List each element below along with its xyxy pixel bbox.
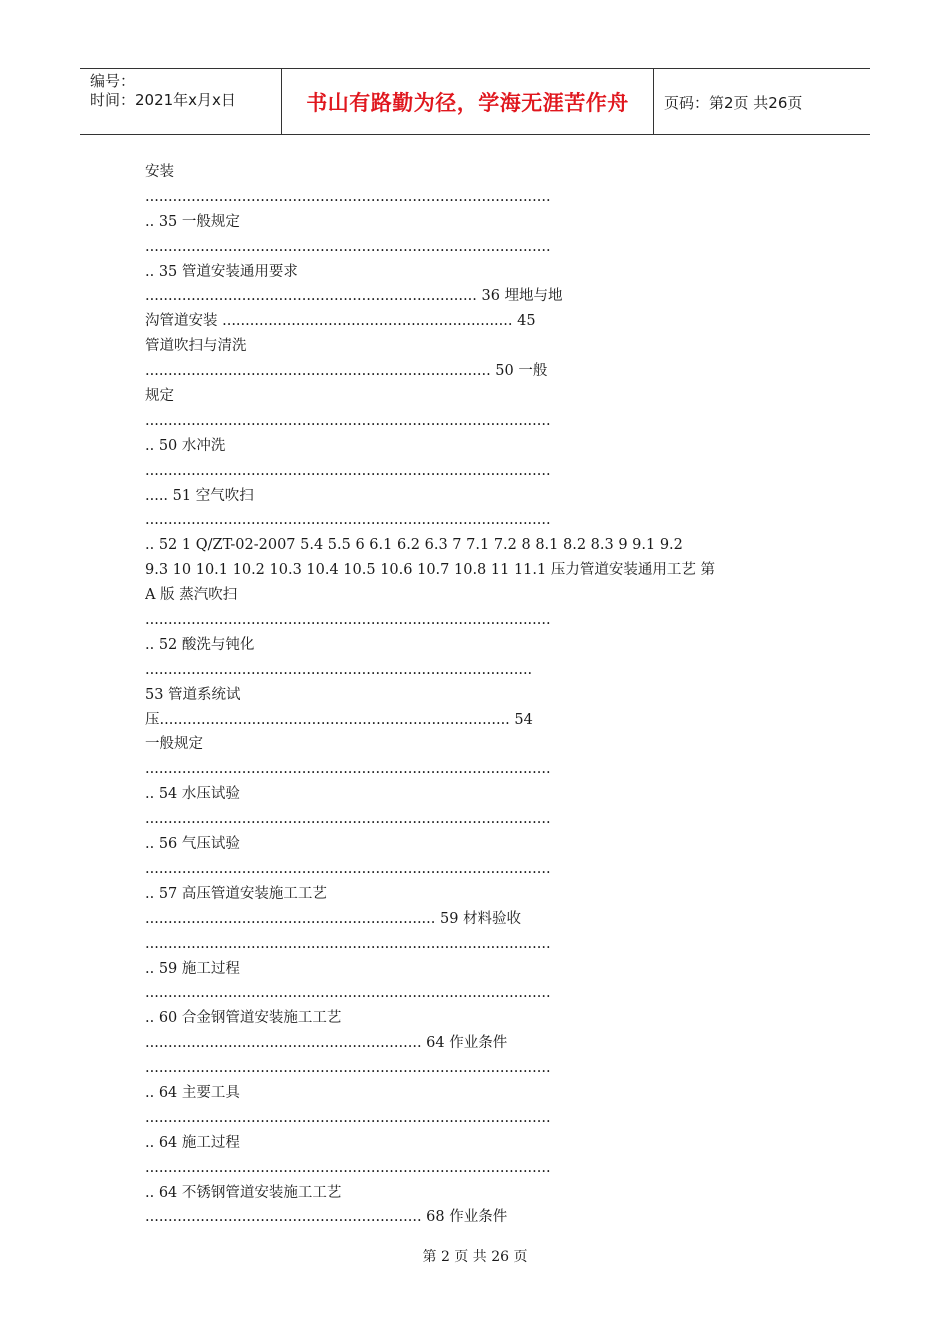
toc-line: .. 60 合金钢管道安装施工工艺 [145,1010,342,1027]
header-motto: 书山有路勤为径，学海无涯苦作舟 [306,91,629,115]
header-meta-cell [80,69,281,135]
toc-line: ........................................................................... 50 一般 [145,363,548,380]
toc-line: .. 64 主要工具 [145,1084,240,1101]
toc-line: 9.3 10 10.1 10.2 10.3 10.4 10.5 10.6 10.7 10.8 11 11.1 压力管道安装通用工艺 第 [145,562,715,579]
header-page-cell [654,69,870,135]
toc-line: .. 50 水冲洗 [145,437,226,454]
header-page-info: 页码：第2页 共26页 [664,93,803,112]
toc-line: .................................................................................... [145,661,533,678]
toc-line: ............................................................ 68 作业条件 [145,1209,508,1226]
toc-line: ........................................................................................ [145,985,551,1002]
toc-line: 管道吹扫与清洗 [145,338,247,355]
toc-line: ........................................................................................ [145,860,551,877]
toc-line: ........................................................................................ [145,188,551,205]
toc-line: 安装 [145,164,174,180]
toc-line: 一般规定 [145,736,203,753]
document-time-label: 时间：2021年x月x日 [90,91,236,109]
toc-line: .. 35 管道安装通用要求 [145,263,298,280]
toc-line: 沟管道安装 ............................................................... 45 [145,313,536,330]
document-number-label: 编号： [90,72,136,90]
toc-line: 压............................................................................ 54 [145,711,533,728]
toc-line: ........................................................................................ [145,1109,551,1126]
toc-line: ........................................................................................ [145,761,551,778]
toc-line: 规定 [145,388,174,405]
toc-line: 53 管道系统试 [145,686,241,703]
table-of-contents [145,160,810,1230]
toc-line: .. 35 一般规定 [145,213,240,230]
toc-line: ............................................................ 64 作业条件 [145,1035,508,1052]
page-header [80,68,870,135]
toc-line: .. 52 酸洗与钝化 [145,636,255,653]
toc-line: ........................................................................................ [145,1159,551,1176]
toc-line: ........................................................................................ [145,935,551,952]
toc-line: .. 64 不锈钢管道安装施工工艺 [145,1184,342,1201]
toc-line: .. 54 水压试验 [145,786,240,803]
toc-line: ........................................................................................ [145,238,551,255]
toc-line: ........................................................................................ [145,412,551,429]
toc-line: .. 59 施工过程 [145,960,240,977]
toc-line: .. 52 1 Q/ZT-02-2007 5.4 5.5 6 6.1 6.2 6.3 7 7.1 7.2 8 8.1 8.2 8.3 9 9.1 9.2 [145,537,683,554]
header-motto-cell [281,69,654,135]
toc-line: ..... 51 空气吹扫 [145,487,254,504]
toc-line: .. 64 施工过程 [145,1134,240,1151]
footer-page-number: 第 2 页 共 26 页 [422,1249,528,1265]
toc-line: ........................................................................................ [145,462,551,479]
toc-line: ........................................................................................ [145,512,551,529]
toc-line: ........................................................................................ [145,612,551,629]
toc-line: ............................................................... 59 材料验收 [145,910,522,927]
toc-line: ........................................................................................ [145,1060,551,1077]
page-footer [0,1246,950,1266]
toc-line: ........................................................................ 36 埋地与地 [145,288,563,305]
toc-line: .. 57 高压管道安装施工工艺 [145,885,327,902]
toc-line: A 版 蒸汽吹扫 [145,587,238,604]
toc-line: .. 56 气压试验 [145,836,240,853]
toc-line: ........................................................................................ [145,811,551,828]
